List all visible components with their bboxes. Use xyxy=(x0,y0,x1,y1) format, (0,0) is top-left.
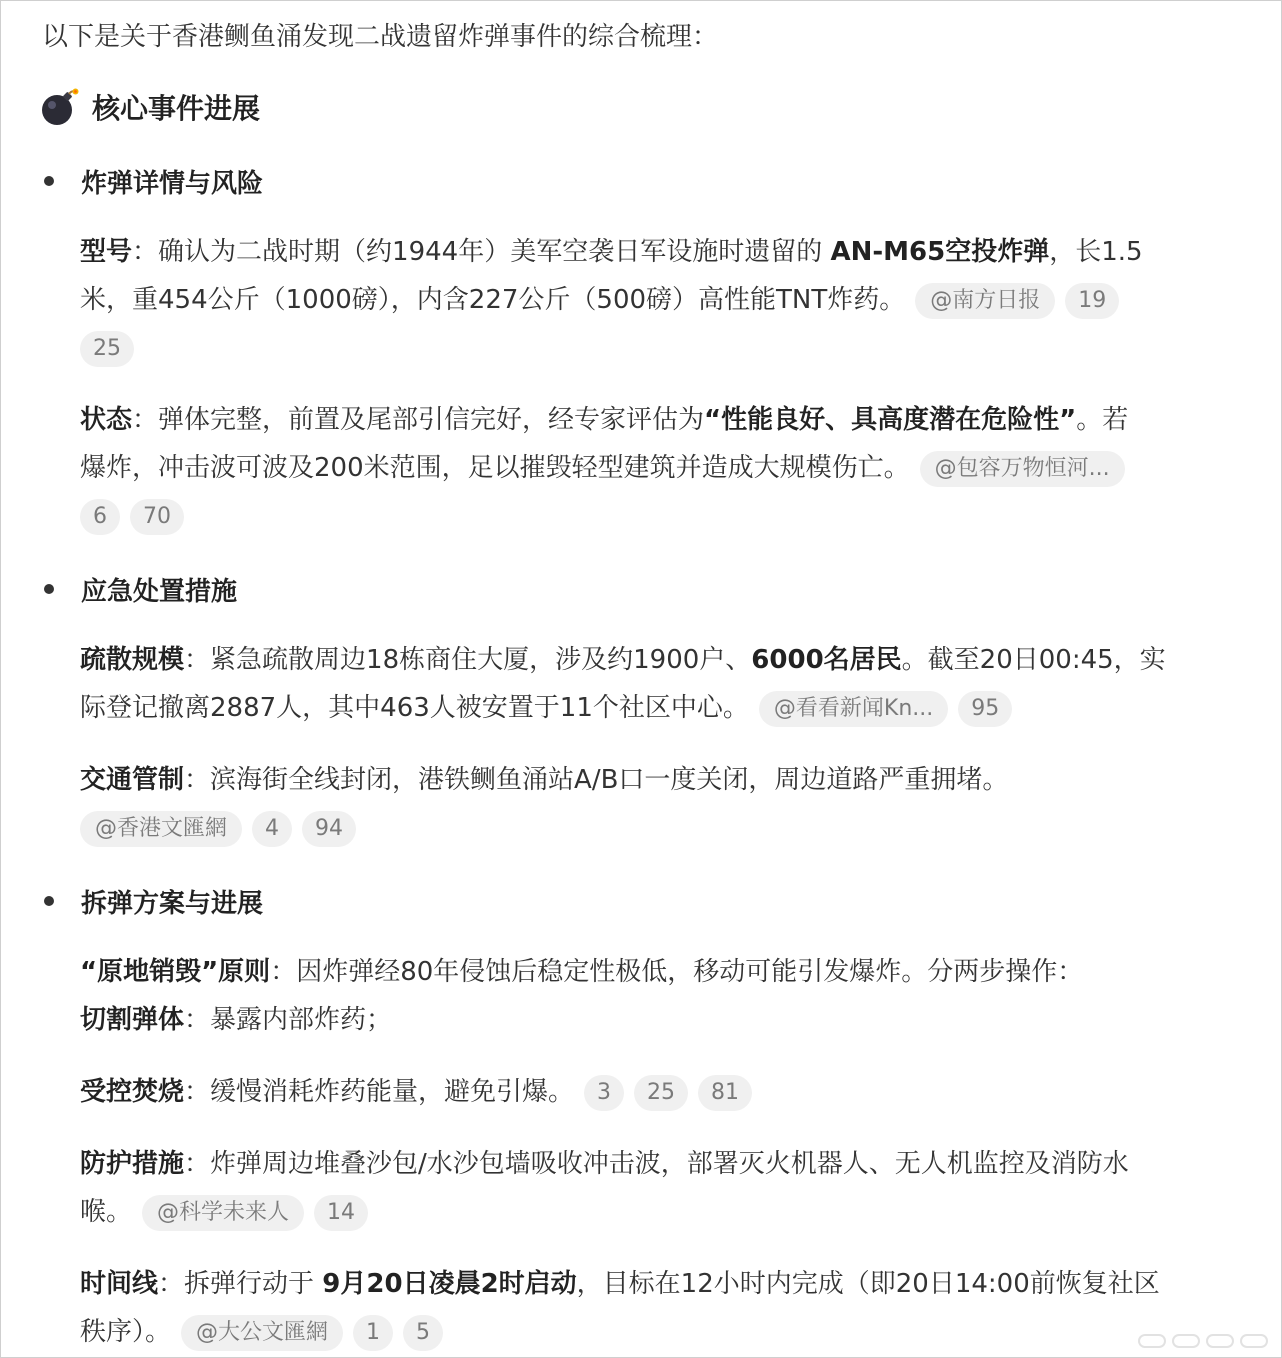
reference-chip[interactable]: 94 xyxy=(302,811,356,847)
text-status-2: 。若 xyxy=(1076,405,1129,435)
watermark-shape xyxy=(1138,1334,1166,1348)
text-evacuation-2: 。截至20日00:45，实 xyxy=(901,645,1166,675)
text-evacuation-1: 紧急疏散周边18栋商住大厦，涉及约1900户、 xyxy=(210,645,752,675)
reference-chip[interactable]: 4 xyxy=(252,811,292,847)
paragraph-burning: 受控焚烧：缓慢消耗炸药能量，避免引爆。 3 25 81 xyxy=(80,1068,1240,1116)
text-protection-2: 喉。 xyxy=(80,1197,133,1227)
reference-chip[interactable]: 81 xyxy=(698,1075,752,1111)
reference-chip[interactable]: 70 xyxy=(130,499,184,535)
text-evacuation-3: 际登记撤离2887人，其中463人被安置于11个社区中心。 xyxy=(80,693,749,723)
watermark-shape xyxy=(1206,1334,1234,1348)
label-timeline: 时间线 xyxy=(80,1269,159,1299)
label-evacuation: 疏散规模 xyxy=(80,645,185,675)
text-cutting: 暴露内部炸药； xyxy=(210,1005,393,1035)
bold-evacuation: 6000名居民 xyxy=(751,645,902,675)
reference-chip[interactable]: 5 xyxy=(403,1315,443,1351)
paragraph-model: 型号：确认为二战时期（约1944年）美军空袭日军设施时遗留的 AN-M65空投炸弹，长1.5 米，重454公斤（1000磅），内含227公斤（500磅）高性能TNT炸药。 @南方日报 19 25 xyxy=(80,228,1240,372)
label-cutting: 切割弹体 xyxy=(80,1005,185,1035)
bullet-title: 炸弹详情与风险 xyxy=(81,168,264,199)
text-timeline-1: 拆弹行动于 xyxy=(184,1269,323,1299)
text-model-2: ，长1.5 xyxy=(1049,237,1143,267)
intro-text: 以下是关于香港鲗鱼涌发现二战遗留炸弹事件的综合梳理： xyxy=(42,22,719,52)
label-principle: “原地销毁”原则 xyxy=(80,957,271,987)
text-status-3: 爆炸，冲击波可波及200米范围，足以摧毁轻型建筑并造成大规模伤亡。 xyxy=(80,453,910,483)
bullet-dot xyxy=(44,896,54,906)
text-model-3: 米，重454公斤（1000磅），内含227公斤（500磅）高性能TNT炸药。 xyxy=(80,285,906,315)
bullet-dot xyxy=(44,176,54,186)
bullet-title: 应急处置措施 xyxy=(81,576,238,607)
reference-chip[interactable]: 95 xyxy=(958,691,1012,727)
reference-chip[interactable]: 3 xyxy=(584,1075,624,1111)
paragraph-status: 状态：弹体完整，前置及尾部引信完好，经专家评估为“性能良好、具高度潜在危险性”。若 爆炸，冲击波可波及200米范围，足以摧毁轻型建筑并造成大规模伤亡。 @包容万物恒河... 6 70 xyxy=(80,396,1240,540)
text-status-1: 弹体完整，前置及尾部引信完好，经专家评估为 xyxy=(158,405,705,435)
text-traffic-1: 滨海街全线封闭，港铁鲗鱼涌站A/B口一度关闭，周边道路严重拥堵。 xyxy=(210,765,1009,795)
source-chip[interactable]: @香港文匯網 xyxy=(80,811,242,847)
paragraph-protection: 防护措施：炸弹周边堆叠沙包/水沙包墙吸收冲击波，部署灭火机器人、无人机监控及消防水 喉。 @科学未来人 14 xyxy=(80,1140,1240,1236)
paragraph-traffic: 交通管制：滨海街全线封闭，港铁鲗鱼涌站A/B口一度关闭，周边道路严重拥堵。 @香港文匯網 4 94 xyxy=(80,756,1240,852)
label-status: 状态 xyxy=(80,405,133,435)
text-timeline-2: ，目标在12小时内完成（即20日14:00前恢复社区 xyxy=(576,1269,1160,1299)
source-chip[interactable]: @看看新闻Kn... xyxy=(759,691,948,727)
label-protection: 防护措施 xyxy=(80,1149,185,1179)
label-traffic: 交通管制 xyxy=(80,765,185,795)
text-timeline-3: 秩序）。 xyxy=(80,1317,172,1347)
reference-chip[interactable]: 14 xyxy=(314,1195,368,1231)
text-principle: 因炸弹经80年侵蚀后稳定性极低，移动可能引发爆炸。分两步操作： xyxy=(296,957,1084,987)
reference-chip[interactable]: 1 xyxy=(353,1315,393,1351)
text-burning: 缓慢消耗炸药能量，避免引爆。 xyxy=(210,1077,575,1107)
bullet-title: 拆弹方案与进展 xyxy=(81,888,264,919)
reference-chip[interactable]: 25 xyxy=(80,331,134,367)
label-burning: 受控焚烧 xyxy=(80,1077,185,1107)
text-protection-1: 炸弹周边堆叠沙包/水沙包墙吸收冲击波，部署灭火机器人、无人机监控及消防水 xyxy=(210,1149,1129,1179)
bullet-emergency-response xyxy=(44,570,237,608)
paragraph-timeline: 时间线：拆弹行动于 9月20日凌晨2时启动，目标在12小时内完成（即20日14:00前恢复社区 秩序）。 @大公文匯網 1 5 xyxy=(80,1260,1240,1356)
section-heading xyxy=(40,84,260,130)
text-model-1: 确认为二战时期（约1944年）美军空袭日军设施时遗留的 xyxy=(158,237,831,267)
source-chip[interactable]: @包容万物恒河... xyxy=(920,451,1125,487)
watermark-logo xyxy=(1138,1334,1268,1348)
source-chip[interactable]: @大公文匯網 xyxy=(181,1315,343,1351)
watermark-shape xyxy=(1172,1334,1200,1348)
bold-model: AN-M65空投炸弹 xyxy=(830,237,1050,267)
bold-timeline: 9月20日凌晨2时启动 xyxy=(322,1269,577,1299)
label-model: 型号 xyxy=(80,237,133,267)
source-chip[interactable]: @南方日报 xyxy=(915,283,1055,319)
section-heading-title: 核心事件进展 xyxy=(92,92,261,125)
bullet-dot xyxy=(44,584,54,594)
bullet-defusal-plan xyxy=(44,882,263,920)
source-chip[interactable]: @科学未来人 xyxy=(142,1195,304,1231)
reference-chip[interactable]: 6 xyxy=(80,499,120,535)
bold-status: “性能良好、具高度潜在危险性” xyxy=(704,405,1077,435)
paragraph-evacuation: 疏散规模：紧急疏散周边18栋商住大厦，涉及约1900户、6000名居民。截至20日00:45，实 际登记撤离2887人，其中463人被安置于11个社区中心。 @看看新闻Kn... 95 xyxy=(80,636,1240,732)
watermark-shape xyxy=(1240,1334,1268,1348)
reference-chip[interactable]: 25 xyxy=(634,1075,688,1111)
bullet-bomb-details xyxy=(44,162,263,200)
reference-chip[interactable]: 19 xyxy=(1065,283,1119,319)
paragraph-principle: “原地销毁”原则：因炸弹经80年侵蚀后稳定性极低，移动可能引发爆炸。分两步操作： 切割弹体：暴露内部炸药； xyxy=(80,957,1084,1035)
bomb-icon xyxy=(40,87,80,127)
